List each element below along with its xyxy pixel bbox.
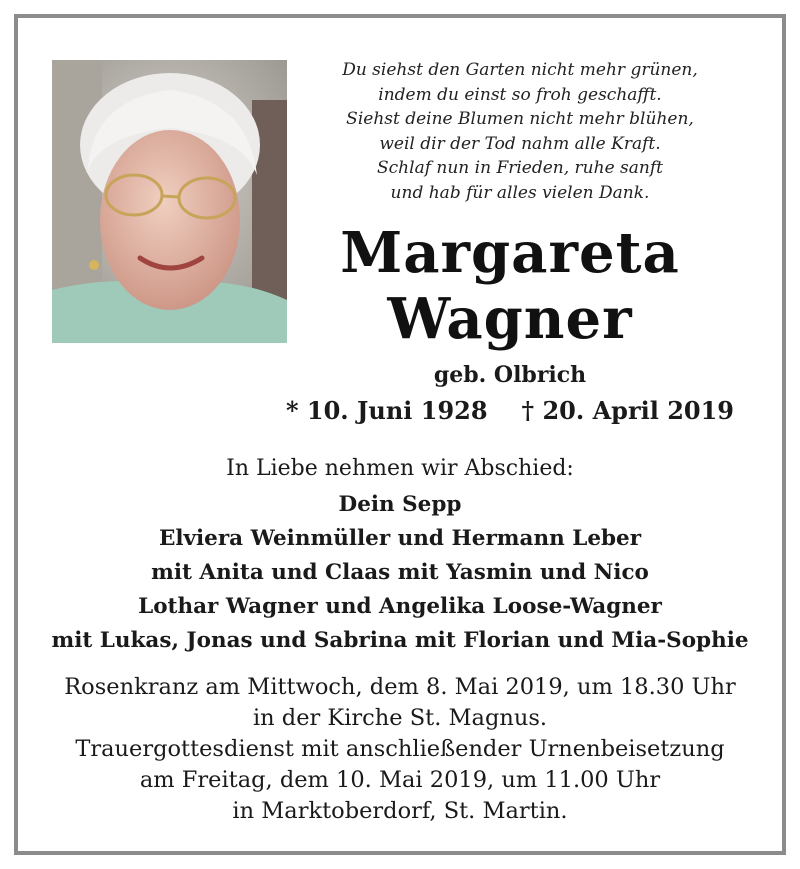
service-line: am Freitag, dem 10. Mai 2019, um 11.00 Uhr (139, 767, 661, 793)
poem-line: und hab für alles vielen Dank. (390, 182, 650, 203)
family-line: mit Anita und Claas mit Yasmin und Nico (151, 560, 649, 585)
service-line: in Marktoberdorf, St. Martin. (232, 798, 568, 824)
service-line: Rosenkranz am Mittwoch, dem 8. Mai 2019, um 18.30 Uhr (64, 674, 736, 700)
portrait-illustration (52, 60, 287, 343)
service-line: Trauergottesdienst mit anschließender Urnenbeisetzung (75, 736, 725, 762)
family-list (24, 488, 776, 658)
service-details (24, 672, 776, 827)
last-name: Wagner (387, 286, 633, 352)
family-line: Lothar Wagner und Angelika Loose-Wagner (138, 594, 662, 619)
family-line: Elviera Weinmüller und Hermann Leber (158, 526, 642, 551)
first-name: Margareta (340, 220, 680, 286)
farewell-text: In Liebe nehmen wir Abschied: (226, 456, 574, 481)
portrait-photo (52, 60, 287, 343)
family-line: mit Lukas, Jonas und Sabrina mit Florian und Mia-Sophie (51, 628, 749, 653)
poem-line: indem du einst so froh geschafft. (378, 84, 662, 105)
poem (300, 58, 740, 205)
poem-line: Du siehst den Garten nicht mehr grünen, (342, 60, 698, 80)
birth-date: * 10. Juni 1928 (286, 396, 488, 425)
service-line: in der Kirche St. Magnus. (252, 705, 548, 731)
death-date: † 20. April 2019 (521, 396, 734, 425)
maiden-name: geb. Olbrich (433, 362, 587, 388)
poem-line: Siehst deine Blumen nicht mehr blühen, (346, 109, 694, 129)
life-dates (260, 396, 760, 425)
poem-line: weil dir der Tod nahm alle Kraft. (379, 133, 661, 154)
family-line: Dein Sepp (338, 492, 462, 517)
poem-line: Schlaf nun in Frieden, ruhe sanft (377, 158, 663, 178)
